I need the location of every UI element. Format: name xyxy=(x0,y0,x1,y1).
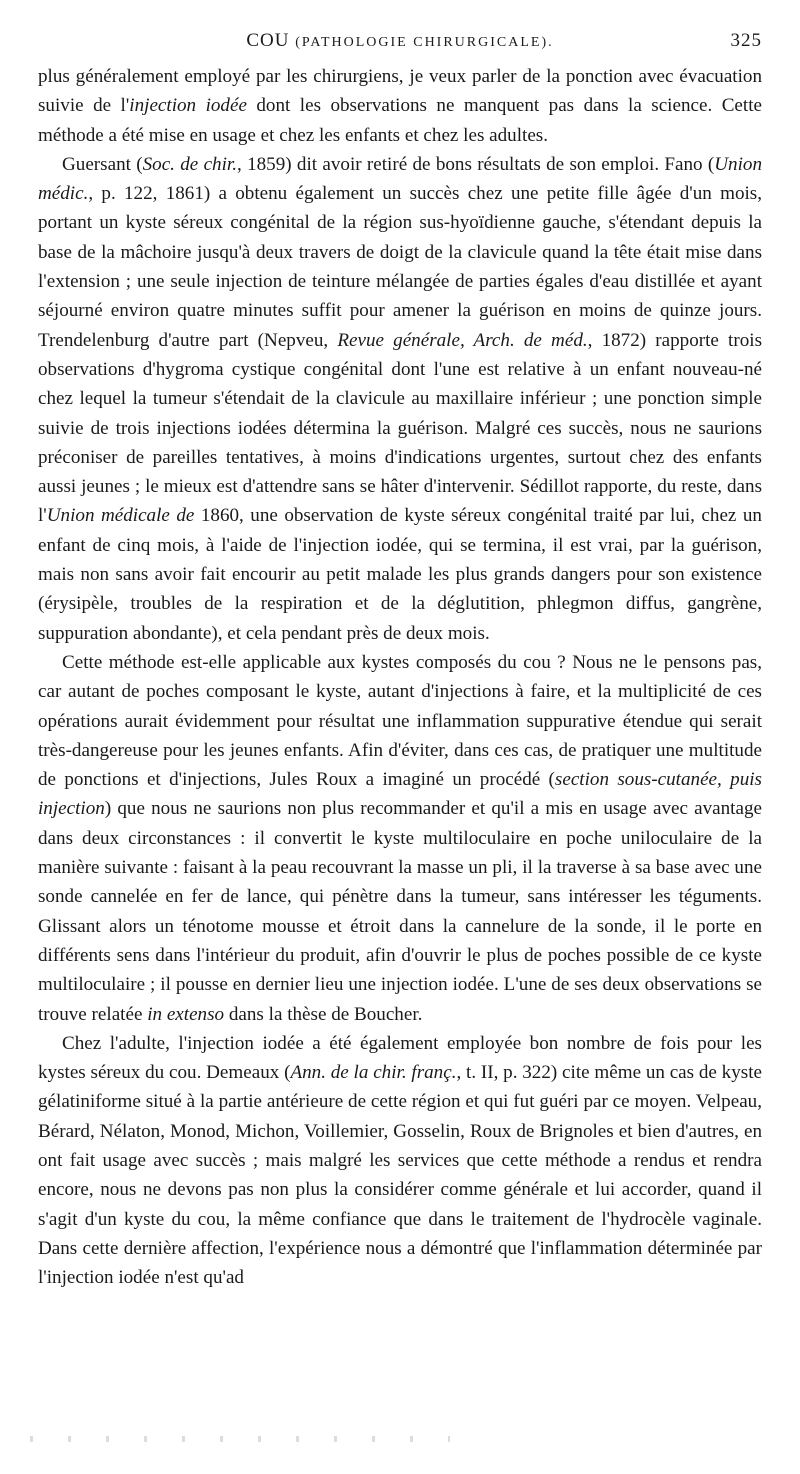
text-run: dont les observations ne manquent pas dans la science. Cette méthode a été mise en usage et chez les enfants et chez les adultes. xyxy=(38,95,762,146)
italic-text: Revue générale, Arch. de méd. xyxy=(337,329,588,351)
italic-text: Ann. de la chir. franç. xyxy=(290,1062,457,1084)
text-run: ) que nous ne saurions non plus recommander et qu'il a mis en usage avec avantage dans deux circonstances : il convertit le kyste multiloculaire en poche uniloculaire de la manière suivante : faisant à la peau recouvrant la masse un pli, il la traverse à sa base avec une sonde cannelée en fer de lance, qui pénètre dans la tumeur, sans intéresser les téguments. Glissant alors un ténotome mousse et étroit dans la cannelure de la sonde, il le porte en différents sens dans l'intérieur du produit, afin d'ouvrir le plus de poches possible de ce kyste multiloculaire ; il pousse en dernier lieu une injection iodée. L'une de ses deux observations se trouve relatée xyxy=(38,798,762,1025)
running-title xyxy=(38,30,762,52)
running-head xyxy=(38,0,762,62)
italic-text: section sous-cutanée, puis injection xyxy=(38,769,762,820)
italic-text: injection iodée xyxy=(129,95,247,117)
paragraph xyxy=(38,1029,762,1293)
body-text xyxy=(38,62,762,1292)
scan-artifact xyxy=(30,1436,450,1442)
text-run: Guersant ( xyxy=(62,153,143,175)
paragraph xyxy=(38,62,762,150)
text-run: plus généralement employé par les chirurgiens, je veux parler de la ponction avec évacuation suivie de l' xyxy=(38,66,762,117)
italic-text: in extenso xyxy=(147,1003,225,1025)
italic-text: Union médic. xyxy=(38,153,762,205)
page-number: 325 xyxy=(730,30,762,51)
text-run: dans la thèse de Boucher. xyxy=(224,1003,423,1025)
text-run: , 1872) rapporte trois observations d'hygroma cystique congénital dont l'une est relative à un enfant nouveau-né chez lequel la tumeur s'étendait de la clavicule au maxillaire inférieur ; une ponction simple suivie de trois injections iodées détermina la guérison. Malgré ces succès, nous ne saurions préconiser de pareilles tentatives, à moins d'indications urgentes, surtout chez des enfants aussi jeunes ; le mieux est d'attendre sans se hâter d'intervenir. Sédillot rapporte, du reste, dans l' xyxy=(38,329,763,527)
running-title-main: COU xyxy=(246,30,290,51)
text-run: , p. 122, 1861) a obtenu également un succès chez une petite fille âgée d'un mois, portant un kyste séreux congénital de la région sus-hyoïdienne gauche, s'étendant depuis la base de la mâchoire jusqu'à deux travers de doigt de la clavicule quand la tête était mise dans l'extension ; une seule injection de teinture mélangée de parties égales d'eau distillée et ayant séjourné environ quatre minutes suffit pour amener la guérison en moins de quinze jours. Trendelenburg d'autre part (Nepveu, xyxy=(38,183,762,351)
text-run: Chez l'adulte, l'injection iodée a été également employée bon nombre de fois pour les kystes séreux du cou. Demeaux ( xyxy=(38,1032,762,1084)
running-title-subtitle: (PATHOLOGIE CHIRURGICALE). xyxy=(295,35,554,50)
text-run: Cette méthode est-elle applicable aux kystes composés du cou ? Nous ne le pensons pas, car autant de poches composant le kyste, autant d'injections à faire, et la multiplicité de ces opérations aurait évidemment pour résultat une inflammation suppurative étendue qui serait très-dangereuse pour les jeunes enfants. Afin d'éviter, dans ces cas, de pratiquer une multitude de ponctions et d'injections, Jules Roux a imaginé un procédé ( xyxy=(38,651,762,791)
italic-text: Soc. de chir. xyxy=(142,153,237,175)
text-run: , t. II, p. 322) cite même un cas de kyste gélatiniforme situé à la partie antérieure de cette région et qui fut guéri par ce moyen. Velpeau, Bérard, Nélaton, Monod, Michon, Voillemier, Gosselin, Roux de Brignoles et bien d'autres, en ont fait usage avec succès ; mais malgré les services que cette méthode a rendus et rendra encore, nous ne devons pas non plus la considérer comme générale et lui accorder, quand il s'agit d'un kyste du cou, la même confiance que dans le traitement de l'hydrocèle vaginale. Dans cette dernière affection, l'expérience nous a démontré que l'inflammation déterminée par l'injection iodée n'est qu'ad xyxy=(38,1062,762,1289)
paragraph xyxy=(38,150,762,648)
italic-text: Union médicale de xyxy=(46,505,195,527)
paragraph xyxy=(38,648,762,1029)
text-run: , 1859) dit avoir retiré de bons résultats de son emploi. Fano ( xyxy=(236,153,715,175)
text-run: 1860, une observation de kyste séreux congénital traité par lui, chez un enfant de cinq mois, à l'aide de l'injection iodée, qui se termina, il est vrai, par la guérison, mais non sans avoir fait encourir au petit malade les plus grands dangers pour son existence (érysipèle, troubles de la respiration et de la déglutition, phlegmon diffus, gangrène, suppuration abondante), et cela pendant près de deux mois. xyxy=(38,505,762,644)
